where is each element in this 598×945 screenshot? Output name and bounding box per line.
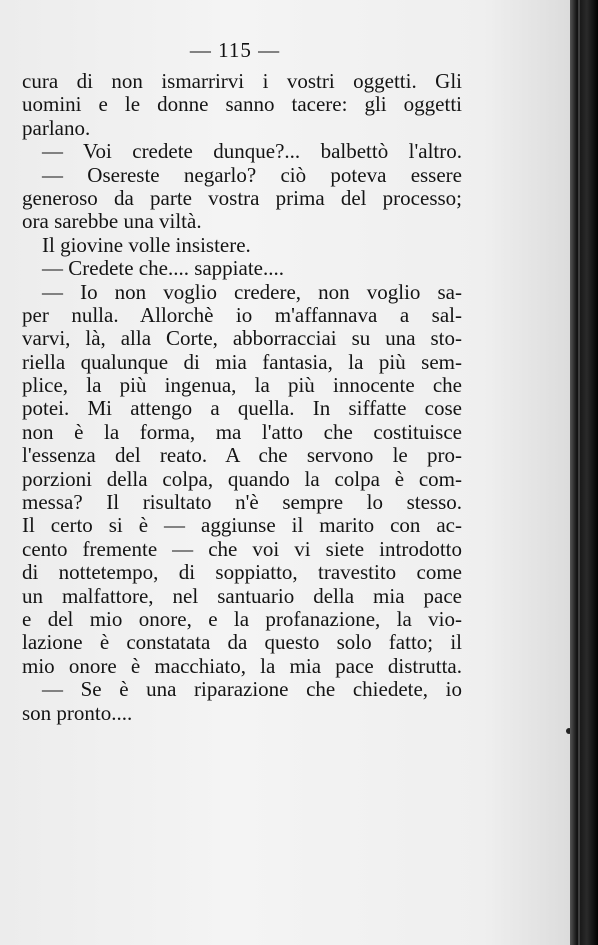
text-line: generoso da parte vostra prima del processo;: [22, 185, 462, 210]
text-line: son pronto....: [22, 700, 133, 725]
text-line: lazione è constatata da questo solo fatto; il: [22, 630, 462, 655]
page-text: [22, 70, 462, 725]
text-line: di nottetempo, di soppiatto, travestito come: [22, 560, 462, 585]
text-line: Il certo si è — aggiunse il marito con ac-: [22, 513, 462, 538]
text-line: — Voi credete dunque?... balbettò l'altro.: [42, 139, 462, 164]
text-line: non è la forma, ma l'atto che costituisce: [22, 419, 462, 444]
page-binding-edge: [570, 0, 598, 945]
text-line: messa? Il risultato n'è sempre lo stesso.: [22, 490, 462, 515]
text-line: uomini e le donne sanno tacere: gli oggetti: [22, 92, 462, 117]
text-line: mio onore è macchiato, la mia pace distrutta.: [22, 653, 462, 678]
text-line: — Io non voglio credere, non voglio sa-: [42, 279, 462, 304]
text-line: riella qualunque di mia fantasia, la più sem-: [22, 349, 462, 374]
text-line: cura di non ismarrirvi i vostri oggetti. Gli: [22, 69, 462, 93]
text-line: — Se è una riparazione che chiedete, io: [42, 677, 462, 702]
text-line: potei. Mi attengo a quella. In siffatte cose: [22, 396, 462, 421]
text-line: per nulla. Allorchè io m'affannava a sal-: [22, 302, 462, 327]
text-line: ora sarebbe una viltà.: [22, 209, 202, 234]
text-line: Il giovine volle insistere.: [42, 232, 251, 257]
text-line: cento fremente — che voi vi siete introdotto: [22, 536, 462, 561]
binding-highlight: [578, 0, 580, 945]
text-line: e del mio onore, e la profanazione, la vio-: [22, 606, 462, 631]
text-line: l'essenza del reato. A che servono le pro-: [22, 443, 462, 468]
text-line: — Osereste negarlo? ciò poteva essere: [42, 162, 462, 187]
text-line: varvi, là, alla Corte, abborracciai su una sto-: [22, 326, 462, 351]
text-line: — Credete che.... sappiate....: [42, 256, 284, 281]
text-line: plice, la più ingenua, la più innocente che: [22, 373, 462, 398]
text-line: porzioni della colpa, quando la colpa è com-: [22, 466, 462, 491]
text-line: un malfattore, nel santuario della mia pace: [22, 583, 462, 608]
text-line: parlano.: [22, 115, 91, 140]
page-number-header: — 115 —: [189, 38, 281, 62]
